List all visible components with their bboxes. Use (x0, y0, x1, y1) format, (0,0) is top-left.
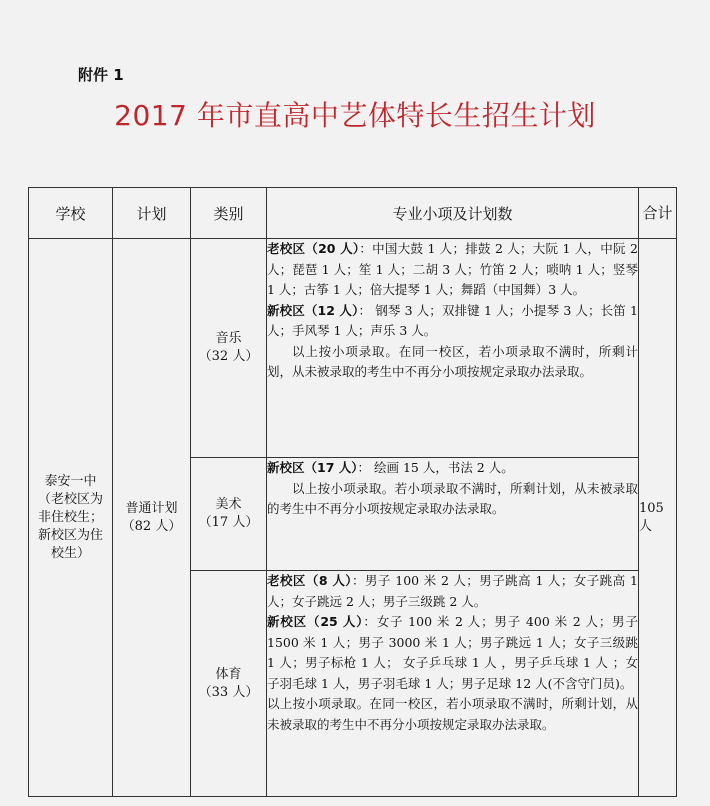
admission-note: 以上按小项录取。在同一校区，若小项录取不满时，所剩计划，从未被录取的考生中不再分小项按规定录取办法录取。 (267, 696, 638, 732)
campus-items: ：中国大鼓 1 人；排鼓 2 人；大阮 1 人，中阮 2 人；琵琶 1 人；笙 1 人；二胡 3 人；竹笛 2 人；唢呐 1 人；竖琴 1 人；古筝 1 人；倍大提琴 1 人；舞蹈（中国舞）3 人。 (267, 241, 638, 297)
detail-paragraph (267, 239, 638, 301)
detail-paragraph (267, 612, 638, 694)
page-title: 2017 年市直高中艺体特长生招生计划 (114, 99, 596, 132)
campus-items: ：男子 100 米 2 人；男子跳高 1 人；女子跳高 1 人；女子跳远 2 人；男子三级跳 2 人。 (267, 573, 638, 609)
campus-heading: 老校区（20 人） (267, 241, 360, 256)
detail-paragraph (267, 571, 638, 612)
enrollment-plan-table (28, 187, 677, 797)
detail-cell-art (267, 458, 639, 571)
detail-cell-sports (267, 571, 639, 797)
campus-heading: 新校区（17 人） (267, 460, 358, 475)
category-count: （33 人） (198, 684, 259, 700)
table-row (29, 239, 677, 458)
campus-heading: 新校区（12 人） (267, 302, 359, 318)
header-plan: 计划 (113, 188, 191, 239)
plan-cell: 普通计划（82 人） (113, 239, 191, 797)
school-cell: 泰安一中（老校区为非住校生；新校区为住校生） (29, 239, 113, 797)
campus-items: ：女子 100 米 2 人；男子 400 米 2 人；男子 1500 米 1 人；男子 3000 米 1 人；男子跳远 1 人；女子三级跳 1 人；男子标枪 1 人； 女子乒乓球 1 人 ，男子乒乓球 1 人 ；女子羽毛球 1 人，男子羽毛球 1 人；男子足球 12 人(不含守门员)。 (267, 614, 638, 691)
detail-paragraph (267, 458, 638, 479)
category-name: 体育 (215, 666, 242, 682)
header-category: 类别 (191, 188, 267, 239)
detail-paragraph (267, 301, 638, 342)
table-header-row (29, 188, 677, 239)
total-cell: 105 人 (639, 239, 677, 797)
campus-heading: 新校区（25 人） (267, 614, 364, 629)
campus-items: ： 钢琴 3 人；双排键 1 人；小提琴 3 人；长笛 1 人；手风琴 1 人；声乐 3 人。 (267, 302, 638, 338)
campus-heading: 老校区（8 人） (267, 573, 352, 588)
header-total: 合计 (639, 188, 677, 239)
admission-note: 以上按小项录取。若小项录取不满时，所剩计划，从未被录取的考生中不再分小项按规定录取办法录取。 (267, 480, 638, 516)
header-items: 专业小项及计划数 (267, 188, 639, 239)
campus-items: ： 绘画 15 人，书法 2 人。 (357, 460, 514, 475)
category-cell-sports (191, 571, 267, 797)
admission-note: 以上按小项录取。在同一校区，若小项录取不满时，所剩计划，从未被录取的考生中不再分小项按规定录取办法录取。 (267, 343, 638, 379)
detail-cell-music (267, 239, 639, 458)
category-count: （32 人） (198, 349, 259, 364)
category-cell-art (191, 458, 267, 571)
attachment-label: 附件 1 (78, 66, 124, 84)
category-cell-music (191, 239, 267, 458)
category-name: 音乐 (215, 331, 242, 346)
category-name: 美术 (215, 497, 242, 512)
header-school: 学校 (29, 188, 113, 239)
category-count: （17 人） (198, 515, 259, 530)
